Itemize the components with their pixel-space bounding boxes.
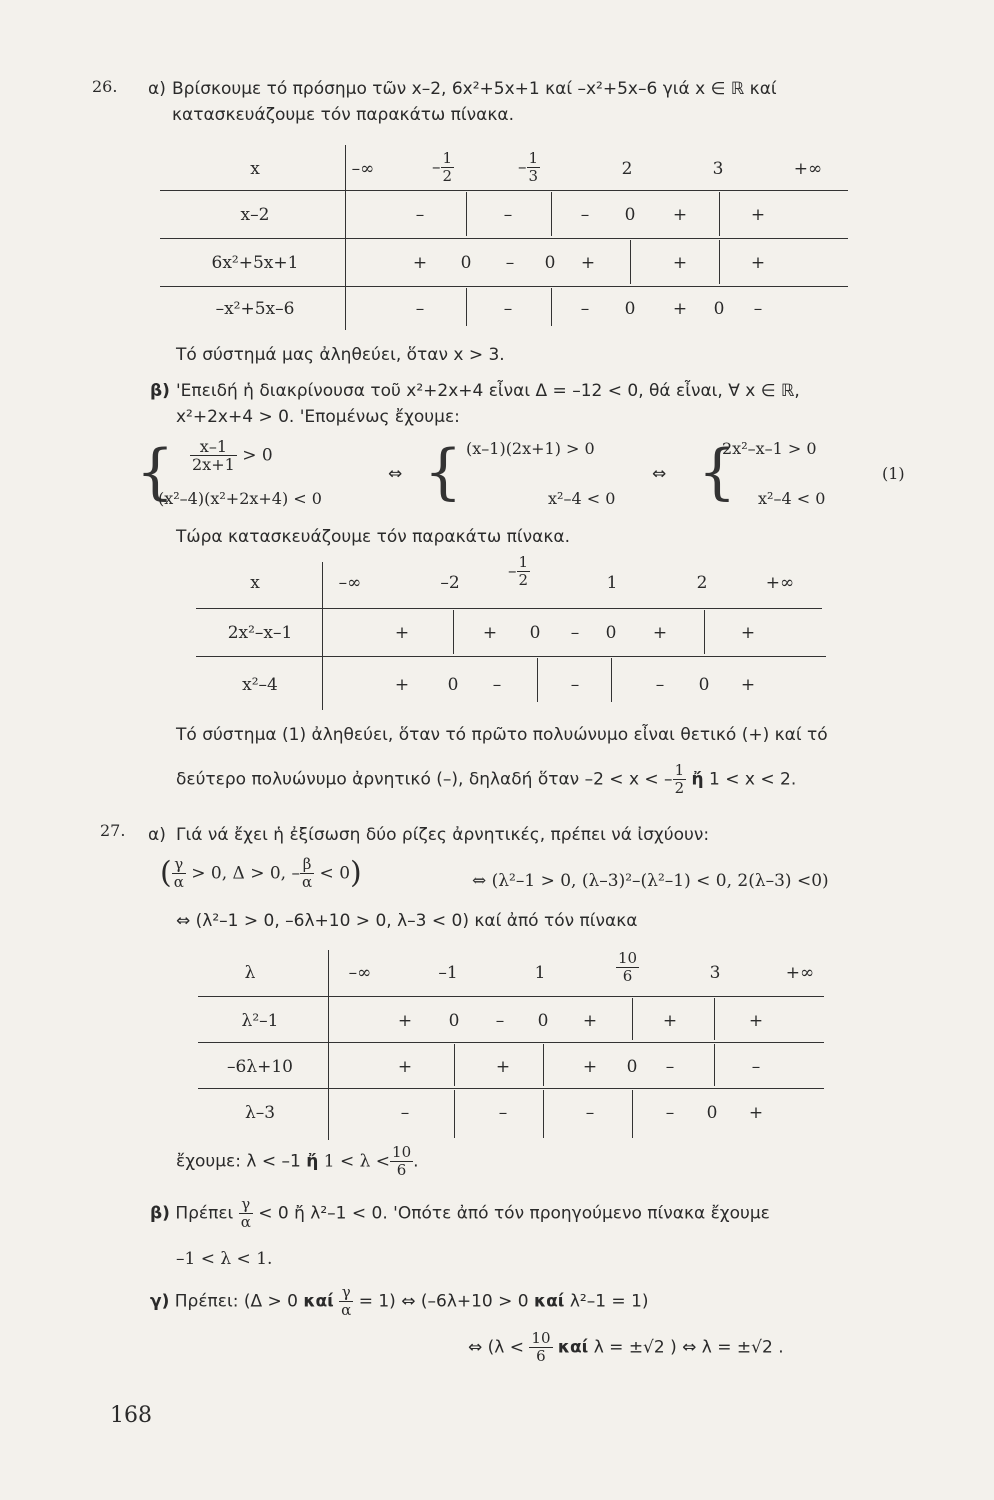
sign-cell: – (570, 623, 580, 643)
sign-cell: 0 (713, 299, 725, 319)
table1-val-neg-half: – $\frac{1}{2}$ (432, 149, 453, 185)
sign-cell: – (498, 1103, 508, 1123)
table3-tick (454, 1044, 455, 1086)
p27-part-g: γ) Πρέπει: (Δ > 0 καί $\frac{\gamma}{\alpha}$ = 1) ⇔ (–6λ+10 > 0 καί λ²–1 = 1) (150, 1283, 649, 1319)
table2-neg-inf: –∞ (338, 573, 362, 593)
p27-conditions-rhs: ⇔ (λ²–1 > 0, (λ–3)²–(λ²–1) < 0, 2(λ–3) <0) (472, 871, 829, 891)
sign-cell: 0 (624, 205, 636, 225)
table2-header-rule (196, 608, 822, 609)
p27-b-line2: –1 < λ < 1. (176, 1249, 273, 1269)
left-brace: { (424, 437, 463, 507)
table2-val-neg2: –2 (440, 573, 460, 593)
sign-cell: – (400, 1103, 410, 1123)
sign-cell: 0 (460, 253, 472, 273)
sign-cell: + (495, 1057, 511, 1077)
sign-cell: 0 (698, 675, 710, 695)
table2-val-2: 2 (696, 573, 708, 593)
table3-tick (543, 1090, 544, 1138)
left-brace: { (136, 437, 175, 507)
p26-b-conc2: δεύτερο πολυώνυμο ἀρνητικό (–), δηλαδή ὅταν –2 < x < – $\frac{1}{2}$ ἤ 1 < x < 2. (176, 761, 797, 797)
table3-val-3: 3 (709, 963, 721, 983)
sign-cell: – (415, 205, 425, 225)
p26-b-line3: Τώρα κατασκευάζουμε τόν παρακάτω πίνακα. (176, 527, 570, 547)
equation-tag: (1) (882, 464, 905, 483)
sign-cell: 0 (529, 623, 541, 643)
sign-cell: 0 (605, 623, 617, 643)
table3-tick (632, 1090, 633, 1138)
sign-cell: – (580, 205, 590, 225)
left-brace: { (698, 437, 737, 507)
table1-tick (719, 240, 720, 284)
table3-tick (543, 1044, 544, 1086)
sign-cell: – (585, 1103, 595, 1123)
sign-cell: + (580, 253, 596, 273)
table3-val-10-6: $\frac{10}{6}$ (618, 949, 638, 985)
p27-a-line1: Γιά νά ἔχει ἡ ἐξίσωση δύο ρίζες ἀρνητικές, πρέπει νά ἰσχύουν: (176, 825, 710, 845)
table1-pos-inf: +∞ (793, 159, 823, 179)
sys-b2: x²–4 < 0 (548, 489, 616, 508)
p27-conditions: ( $\frac{\gamma}{\alpha}$ > 0, Δ > 0, – $\frac{\beta}{\alpha}$ < 0) (160, 855, 362, 891)
table2-row-label: x²–4 (242, 675, 278, 695)
p26-b-line2: x²+2x+4 > 0. 'Επομένως ἔχουμε: (176, 407, 460, 427)
table2-val-1: 1 (606, 573, 618, 593)
sign-cell: – (655, 675, 665, 695)
part-a-label: α) (148, 79, 166, 99)
sign-cell: – (665, 1057, 675, 1077)
table2-tick (537, 658, 538, 702)
sign-cell: 0 (624, 299, 636, 319)
table1-tick (551, 192, 552, 236)
sign-cell: + (750, 253, 766, 273)
sign-cell: – (415, 299, 425, 319)
part-a-label: α) (148, 825, 166, 845)
sign-cell: + (482, 623, 498, 643)
sign-cell: + (748, 1011, 764, 1031)
p27-a-line3: ⇔ (λ²–1 > 0, –6λ+10 > 0, λ–3 < 0) καί ἀπό τόν πίνακα (176, 911, 638, 931)
sign-cell: – (580, 299, 590, 319)
table3-row-rule (198, 1088, 824, 1089)
table3-vertical-divider (328, 950, 329, 1140)
table3-tick (454, 1090, 455, 1138)
sign-cell: – (505, 253, 515, 273)
p26-a-line2: κατασκευάζουμε τόν παρακάτω πίνακα. (172, 105, 514, 125)
table2-row-rule (196, 656, 826, 657)
p27-part-b: β) Πρέπει $\frac{\gamma}{\alpha}$ < 0 ἤ λ²–1 < 0. 'Οπότε ἀπό τόν προηγούμενο πίνακα ἔχουμε (150, 1195, 770, 1231)
table1-row-rule (160, 286, 848, 287)
table3-row-label: –6λ+10 (227, 1057, 293, 1077)
sign-cell: + (672, 299, 688, 319)
table1-val-neg-third: – $\frac{1}{3}$ (518, 149, 539, 185)
sign-cell: 0 (537, 1011, 549, 1031)
table3-neg-inf: –∞ (348, 963, 372, 983)
sign-cell: + (394, 675, 410, 695)
sign-cell: 0 (544, 253, 556, 273)
table3-row-label: λ–3 (244, 1103, 276, 1123)
sys-a1: $\frac{x-1}{2x+1}$ > 0 (192, 437, 273, 474)
sign-cell: – (503, 205, 513, 225)
sys-b1: (x–1)(2x+1) > 0 (466, 439, 595, 458)
table3-val-1: 1 (534, 963, 546, 983)
sign-cell: + (397, 1011, 413, 1031)
problem-27-number: 27. (100, 821, 126, 840)
table1-row-label: 6x²+5x+1 (211, 253, 299, 273)
sign-cell: + (412, 253, 428, 273)
table1-neg-inf: –∞ (351, 159, 375, 179)
sign-cell: + (750, 205, 766, 225)
sign-cell: + (652, 623, 668, 643)
table2-var: x (250, 573, 260, 593)
table1-row-rule (160, 238, 848, 239)
table2-val-neg-half: – $\frac{1}{2}$ (508, 553, 529, 589)
sign-cell: + (397, 1057, 413, 1077)
table1-tick (551, 288, 552, 326)
table1-row-label: x–2 (240, 205, 270, 225)
sign-cell: 0 (626, 1057, 638, 1077)
sign-cell: – (751, 1057, 761, 1077)
table1-tick (630, 240, 631, 284)
table1-val-3: 3 (712, 159, 724, 179)
equiv-arrow: ⇔ (388, 464, 403, 484)
sign-cell: + (582, 1011, 598, 1031)
page-number: 168 (110, 1403, 152, 1428)
sign-cell: + (748, 1103, 764, 1123)
sign-cell: + (394, 623, 410, 643)
sign-cell: – (495, 1011, 505, 1031)
table3-header-rule (198, 996, 824, 997)
table1-row-label: –x²+5x–6 (215, 299, 295, 319)
sys-c2: x²–4 < 0 (758, 489, 826, 508)
sign-cell: – (570, 675, 580, 695)
table1-var: x (250, 159, 260, 179)
table2-tick (704, 610, 705, 654)
sys-a2: (x²–4)(x²+2x+4) < 0 (158, 489, 322, 508)
p27-a-result: ἔχουμε: λ < –1 ἤ 1 < λ < $\frac{10}{6}$ . (176, 1143, 419, 1179)
table3-tick (714, 1044, 715, 1086)
sign-cell: – (753, 299, 763, 319)
sign-cell: 0 (448, 1011, 460, 1031)
part-b-label: β) (150, 381, 170, 401)
p27-g-line2: ⇔ (λ < $\frac{10}{6}$ καί λ = ±√2 ) ⇔ λ = ±√2 . (468, 1329, 784, 1365)
table1-header-rule (160, 190, 848, 191)
table1-tick (719, 192, 720, 236)
sys-c1: 2x²–x–1 > 0 (722, 439, 817, 458)
table1-val-2: 2 (621, 159, 633, 179)
sign-cell: + (672, 205, 688, 225)
sign-cell: 0 (706, 1103, 718, 1123)
table2-pos-inf: +∞ (765, 573, 795, 593)
sign-cell: + (662, 1011, 678, 1031)
p26-a-line1: Βρίσκουμε τό πρόσημο τῶν x–2, 6x²+5x+1 καί –x²+5x–6 γιά x ∈ ℝ καί (172, 79, 777, 99)
sign-cell: + (740, 675, 756, 695)
sign-cell: – (492, 675, 502, 695)
table2-tick (611, 658, 612, 702)
table3-tick (714, 998, 715, 1040)
table2-vertical-divider (322, 562, 323, 710)
sign-cell: 0 (447, 675, 459, 695)
p26-a-conclusion: Τό σύστημά μας ἀληθεύει, ὅταν x > 3. (176, 345, 505, 365)
table3-tick (632, 998, 633, 1040)
sign-cell: + (740, 623, 756, 643)
table3-row-rule (198, 1042, 824, 1043)
p26-b-line1: 'Επειδή ἡ διακρίνουσα τοῦ x²+2x+4 εἶναι Δ = –12 < 0, θά εἶναι, ∀ x ∈ ℝ, (176, 381, 800, 401)
problem-26-number: 26. (92, 77, 118, 96)
equiv-arrow: ⇔ (652, 464, 667, 484)
table1-tick (466, 288, 467, 326)
table3-var: λ (244, 963, 256, 983)
table3-row-label: λ²–1 (241, 1011, 279, 1031)
table2-tick (453, 610, 454, 654)
table1-tick (466, 192, 467, 236)
sign-cell: – (665, 1103, 675, 1123)
p26-b-conc1: Τό σύστημα (1) ἀληθεύει, ὅταν τό πρῶτο πολυώνυμο εἶναι θετικό (+) καί τό (176, 725, 828, 745)
table3-pos-inf: +∞ (785, 963, 815, 983)
sign-cell: + (672, 253, 688, 273)
table3-val-neg1: –1 (438, 963, 458, 983)
table2-row-label: 2x²–x–1 (227, 623, 293, 643)
sign-cell: + (582, 1057, 598, 1077)
sign-cell: – (503, 299, 513, 319)
